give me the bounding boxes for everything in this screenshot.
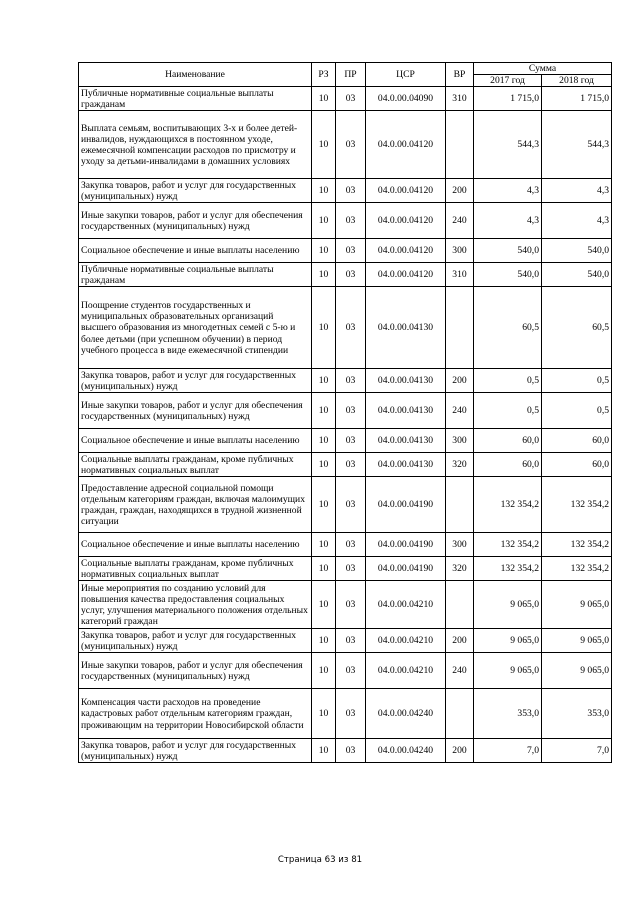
row-sum-2018: 0,5: [542, 393, 612, 429]
row-sum-2018: 9 065,0: [542, 581, 612, 629]
row-vr: 320: [446, 557, 474, 581]
row-name: Поощрение студентов государственных и муниципальных образовательных организаций высшего образования из многодетных семей с 5-ю и более детьми (при успешном обучении) в период учебного процесса в виде ежемесячной стипендии: [79, 287, 312, 369]
row-sum-2018: 540,0: [542, 239, 612, 263]
row-csr: 04.0.00.04090: [366, 87, 446, 111]
row-pr: 03: [336, 739, 366, 763]
row-name: Предоставление адресной социальной помощи отдельным категориям граждан, включая малоимущих граждан, граждан, находящихся в трудной жизненной ситуации: [79, 477, 312, 533]
row-sum-2017: 132 354,2: [474, 557, 542, 581]
row-vr: 300: [446, 239, 474, 263]
table-row: [79, 739, 612, 763]
row-rz: 10: [312, 203, 336, 239]
row-sum-2017: 60,0: [474, 453, 542, 477]
row-rz: 10: [312, 533, 336, 557]
table-row: [79, 429, 612, 453]
row-pr: 03: [336, 533, 366, 557]
row-pr: 03: [336, 689, 366, 739]
row-sum-2017: 4,3: [474, 179, 542, 203]
row-rz: 10: [312, 477, 336, 533]
table-row: [79, 287, 612, 369]
row-name: Закупка товаров, работ и услуг для государственных (муниципальных) нужд: [79, 179, 312, 203]
row-pr: 03: [336, 477, 366, 533]
row-csr: 04.0.00.04120: [366, 239, 446, 263]
row-rz: 10: [312, 453, 336, 477]
row-name: Социальное обеспечение и иные выплаты населению: [79, 533, 312, 557]
row-rz: 10: [312, 653, 336, 689]
row-sum-2017: 7,0: [474, 739, 542, 763]
row-name: Компенсация части расходов на проведение кадастровых работ отдельным категориям граждан, проживающим на территории Новосибирской области: [79, 689, 312, 739]
row-name: Закупка товаров, работ и услуг для государственных (муниципальных) нужд: [79, 739, 312, 763]
row-pr: 03: [336, 581, 366, 629]
header-rz: РЗ: [312, 63, 336, 87]
row-name: Иные закупки товаров, работ и услуг для обеспечения государственных (муниципальных) нужд: [79, 203, 312, 239]
row-vr: [446, 477, 474, 533]
row-rz: 10: [312, 557, 336, 581]
row-rz: 10: [312, 239, 336, 263]
header-pr: ПР: [336, 63, 366, 87]
row-rz: 10: [312, 263, 336, 287]
row-vr: [446, 581, 474, 629]
row-csr: 04.0.00.04190: [366, 533, 446, 557]
table-row: [79, 111, 612, 179]
row-sum-2017: 353,0: [474, 689, 542, 739]
table-row: [79, 533, 612, 557]
row-sum-2017: 544,3: [474, 111, 542, 179]
row-pr: 03: [336, 453, 366, 477]
row-sum-2018: 132 354,2: [542, 477, 612, 533]
header-2017: 2017 год: [474, 75, 542, 87]
row-sum-2018: 4,3: [542, 203, 612, 239]
row-name: Закупка товаров, работ и услуг для государственных (муниципальных) нужд: [79, 629, 312, 653]
row-name: Социальные выплаты гражданам, кроме публичных нормативных социальных выплат: [79, 453, 312, 477]
table-row: [79, 239, 612, 263]
row-pr: 03: [336, 111, 366, 179]
row-csr: 04.0.00.04210: [366, 653, 446, 689]
row-rz: 10: [312, 581, 336, 629]
row-pr: 03: [336, 179, 366, 203]
row-sum-2018: 9 065,0: [542, 653, 612, 689]
row-sum-2017: 4,3: [474, 203, 542, 239]
row-vr: [446, 689, 474, 739]
row-csr: 04.0.00.04210: [366, 581, 446, 629]
row-sum-2018: 60,0: [542, 429, 612, 453]
header-sum: Сумма: [474, 63, 612, 75]
row-sum-2017: 9 065,0: [474, 653, 542, 689]
row-pr: 03: [336, 393, 366, 429]
row-pr: 03: [336, 87, 366, 111]
row-csr: 04.0.00.04120: [366, 111, 446, 179]
row-pr: 03: [336, 239, 366, 263]
row-sum-2018: 9 065,0: [542, 629, 612, 653]
row-sum-2018: 132 354,2: [542, 557, 612, 581]
row-rz: 10: [312, 111, 336, 179]
row-sum-2018: 132 354,2: [542, 533, 612, 557]
row-sum-2018: 0,5: [542, 369, 612, 393]
row-vr: 200: [446, 179, 474, 203]
table-row: [79, 653, 612, 689]
row-sum-2018: 60,5: [542, 287, 612, 369]
row-sum-2017: 60,0: [474, 429, 542, 453]
row-rz: 10: [312, 287, 336, 369]
row-sum-2018: 544,3: [542, 111, 612, 179]
row-csr: 04.0.00.04240: [366, 689, 446, 739]
row-csr: 04.0.00.04120: [366, 179, 446, 203]
row-sum-2018: 60,0: [542, 453, 612, 477]
row-pr: 03: [336, 557, 366, 581]
row-sum-2017: 60,5: [474, 287, 542, 369]
row-pr: 03: [336, 287, 366, 369]
row-sum-2018: 7,0: [542, 739, 612, 763]
row-csr: 04.0.00.04130: [366, 393, 446, 429]
row-rz: 10: [312, 369, 336, 393]
table-row: [79, 557, 612, 581]
row-vr: 310: [446, 263, 474, 287]
row-rz: 10: [312, 87, 336, 111]
row-name: Закупка товаров, работ и услуг для государственных (муниципальных) нужд: [79, 369, 312, 393]
table-row: [79, 453, 612, 477]
table-row: [79, 179, 612, 203]
row-vr: 320: [446, 453, 474, 477]
row-csr: 04.0.00.04190: [366, 477, 446, 533]
row-csr: 04.0.00.04130: [366, 369, 446, 393]
row-csr: 04.0.00.04190: [366, 557, 446, 581]
row-name: Выплата семьям, воспитывающих 3-х и более детей-инвалидов, нуждающихся в постоянном уходе, ежемесячной компенсации расходов по присмотру и уходу за детьми-инвалидами в домашних условиях: [79, 111, 312, 179]
row-name: Иные мероприятия по созданию условий для повышения качества предоставления социальных услуг, улучшения материального положения отдельных категорий граждан: [79, 581, 312, 629]
table-row: [79, 203, 612, 239]
row-vr: 300: [446, 533, 474, 557]
row-pr: 03: [336, 653, 366, 689]
table-row: [79, 581, 612, 629]
row-rz: 10: [312, 429, 336, 453]
row-vr: 240: [446, 653, 474, 689]
row-name: Иные закупки товаров, работ и услуг для обеспечения государственных (муниципальных) нужд: [79, 393, 312, 429]
row-sum-2018: 1 715,0: [542, 87, 612, 111]
row-sum-2017: 132 354,2: [474, 533, 542, 557]
row-pr: 03: [336, 203, 366, 239]
row-csr: 04.0.00.04130: [366, 453, 446, 477]
row-name: Социальное обеспечение и иные выплаты населению: [79, 429, 312, 453]
row-vr: 200: [446, 629, 474, 653]
row-pr: 03: [336, 263, 366, 287]
row-sum-2017: 9 065,0: [474, 629, 542, 653]
table-row: [79, 629, 612, 653]
table-row: [79, 263, 612, 287]
row-vr: 300: [446, 429, 474, 453]
row-sum-2018: 540,0: [542, 263, 612, 287]
row-csr: 04.0.00.04120: [366, 203, 446, 239]
row-rz: 10: [312, 393, 336, 429]
table-row: [79, 369, 612, 393]
row-rz: 10: [312, 629, 336, 653]
row-vr: [446, 287, 474, 369]
row-name: Социальное обеспечение и иные выплаты населению: [79, 239, 312, 263]
row-vr: 200: [446, 739, 474, 763]
page-number: Страница 63 из 81: [277, 855, 363, 865]
row-rz: 10: [312, 689, 336, 739]
table-row: [79, 477, 612, 533]
row-sum-2017: 0,5: [474, 369, 542, 393]
row-sum-2017: 1 715,0: [474, 87, 542, 111]
row-name: Иные закупки товаров, работ и услуг для обеспечения государственных (муниципальных) нужд: [79, 653, 312, 689]
row-csr: 04.0.00.04240: [366, 739, 446, 763]
row-pr: 03: [336, 429, 366, 453]
header-csr: ЦСР: [366, 63, 446, 87]
header-vr: ВР: [446, 63, 474, 87]
row-rz: 10: [312, 179, 336, 203]
row-csr: 04.0.00.04210: [366, 629, 446, 653]
budget-table: [78, 62, 612, 763]
row-name: Публичные нормативные социальные выплаты гражданам: [79, 87, 312, 111]
row-csr: 04.0.00.04130: [366, 429, 446, 453]
table-row: [79, 689, 612, 739]
row-vr: 200: [446, 369, 474, 393]
row-rz: 10: [312, 739, 336, 763]
row-name: Социальные выплаты гражданам, кроме публичных нормативных социальных выплат: [79, 557, 312, 581]
row-sum-2018: 353,0: [542, 689, 612, 739]
row-vr: 310: [446, 87, 474, 111]
row-sum-2017: 540,0: [474, 239, 542, 263]
row-vr: 240: [446, 393, 474, 429]
table-body: [79, 87, 612, 763]
row-csr: 04.0.00.04120: [366, 263, 446, 287]
row-pr: 03: [336, 629, 366, 653]
table-header: [79, 63, 612, 87]
row-sum-2017: 540,0: [474, 263, 542, 287]
row-csr: 04.0.00.04130: [366, 287, 446, 369]
table-row: [79, 87, 612, 111]
header-2018: 2018 год: [542, 75, 612, 87]
row-vr: 240: [446, 203, 474, 239]
row-sum-2017: 0,5: [474, 393, 542, 429]
row-sum-2017: 132 354,2: [474, 477, 542, 533]
row-name: Публичные нормативные социальные выплаты гражданам: [79, 263, 312, 287]
row-vr: [446, 111, 474, 179]
table-row: [79, 393, 612, 429]
header-name: Наименование: [79, 63, 312, 87]
row-sum-2017: 9 065,0: [474, 581, 542, 629]
row-pr: 03: [336, 369, 366, 393]
row-sum-2018: 4,3: [542, 179, 612, 203]
